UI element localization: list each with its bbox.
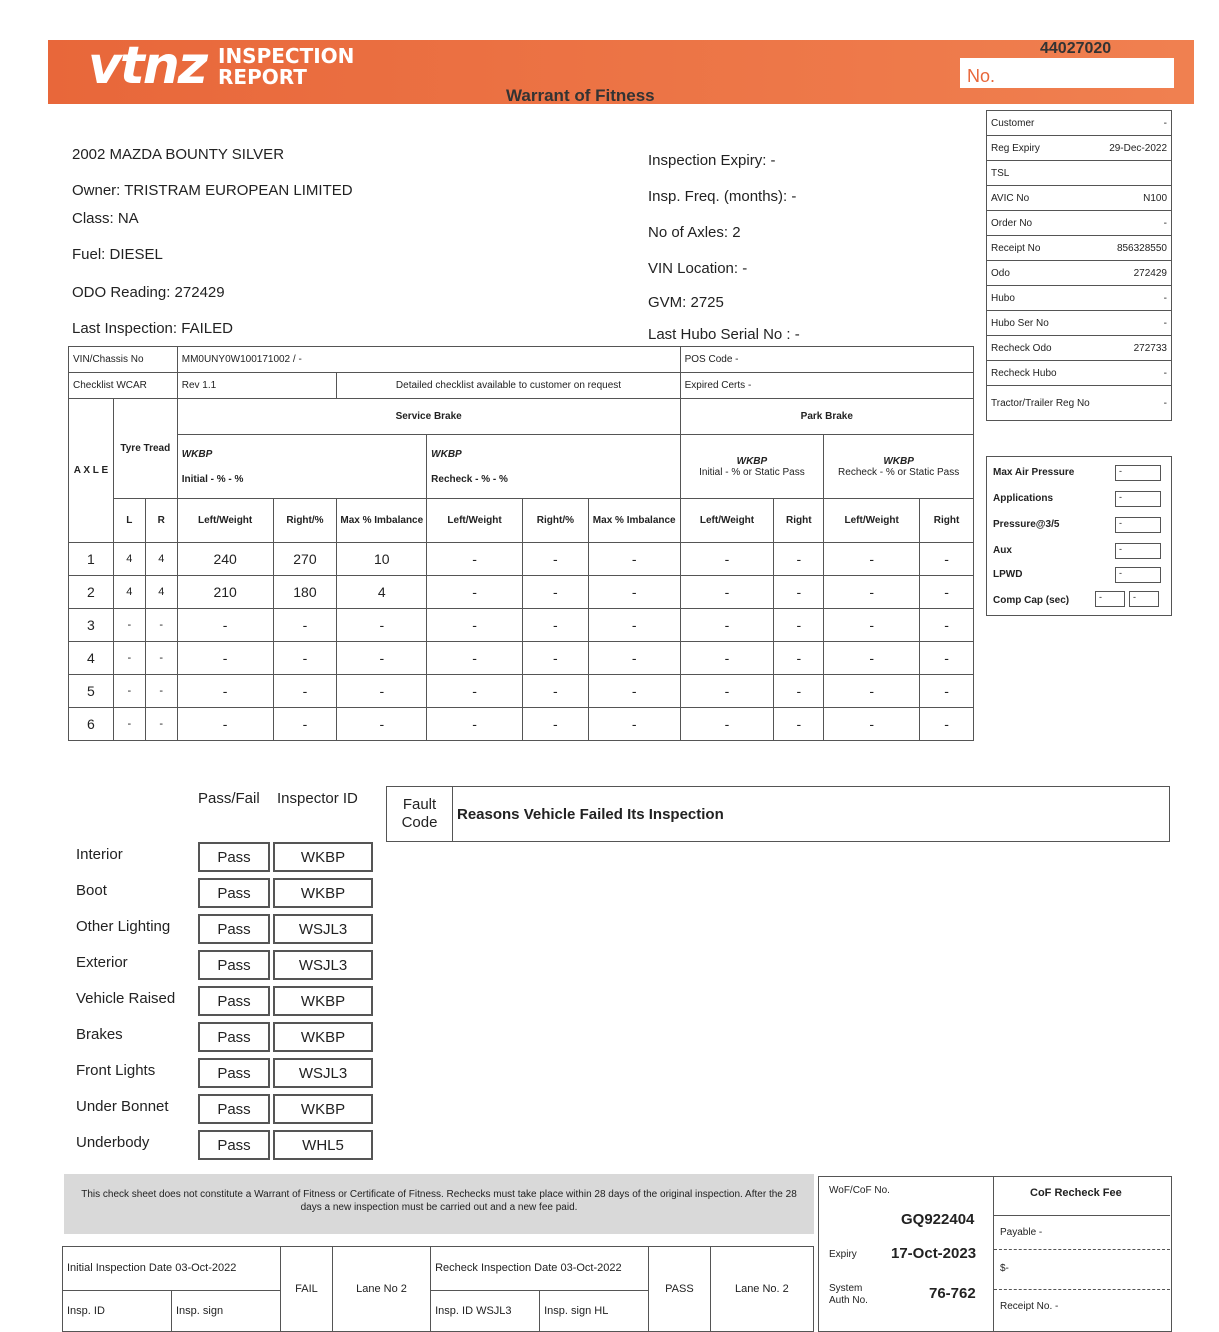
wof-cof-label: WoF/CoF No. — [829, 1185, 890, 1196]
axle-cell-empty: - — [680, 576, 774, 609]
wof-cof-box — [818, 1176, 994, 1332]
axle-cell-empty: - — [824, 609, 920, 642]
side-row — [987, 211, 1172, 236]
svc-init-leftweight-header: Left/Weight — [177, 499, 273, 543]
vehicle-fuel: Fuel: DIESEL — [72, 246, 163, 263]
axle-cell-empty: - — [522, 675, 588, 708]
side-label: Hubo Ser No — [991, 317, 1049, 329]
axle-cell-empty: - — [427, 576, 523, 609]
side-value: N100 — [1143, 192, 1167, 204]
axle-cell-rp: - — [273, 675, 337, 708]
check-result: Pass — [198, 1022, 270, 1052]
aux-label: Aux — [993, 545, 1012, 556]
axle-cell-lw: - — [177, 642, 273, 675]
axle-cell-empty: - — [774, 642, 824, 675]
side-row — [987, 261, 1172, 286]
axle-cell-empty: - — [588, 543, 680, 576]
side-value: - — [1163, 292, 1167, 304]
receipt-number: Receipt No. - — [1000, 1301, 1059, 1312]
last-inspection: Last Inspection: FAILED — [72, 320, 233, 337]
axle-cell-l: - — [113, 708, 145, 741]
axle-cell-empty: - — [588, 708, 680, 741]
cof-fee-title: CoF Recheck Fee — [1030, 1187, 1122, 1199]
wof-cof-number: GQ922404 — [901, 1211, 975, 1228]
axle-cell-axle: 5 — [69, 675, 114, 708]
side-value: - — [1163, 117, 1167, 129]
axle-cell-axle: 1 — [69, 543, 114, 576]
side-row — [987, 236, 1172, 261]
check-inspector: WSJL3 — [273, 1058, 373, 1088]
inspector-id-header: Inspector ID — [277, 790, 358, 807]
axle-cell-lw: - — [177, 675, 273, 708]
check-result: Pass — [198, 950, 270, 980]
axle-cell-rp: - — [273, 609, 337, 642]
axle-cell-empty: - — [824, 576, 920, 609]
service-recheck-wkbp: WKBP — [431, 448, 462, 460]
axle-cell-l: 4 — [113, 576, 145, 609]
inspection-dates-table — [62, 1246, 814, 1332]
side-value: - — [1163, 367, 1167, 379]
recheck-inspection-date: Recheck Inspection Date 03-Oct-2022 — [431, 1247, 649, 1291]
comp-cap-label: Comp Cap (sec) — [993, 595, 1070, 606]
side-row — [987, 386, 1172, 421]
expired-certs: Expired Certs - — [680, 373, 973, 399]
check-label: Under Bonnet — [76, 1098, 169, 1115]
side-label: Reg Expiry — [991, 142, 1040, 154]
axle-cell-empty: - — [824, 708, 920, 741]
number-label: No. — [967, 66, 996, 86]
vtnz-logo: vtnz — [88, 36, 207, 96]
disclaimer-note: This check sheet does not constitute a Warrant of Fitness or Certificate of Fitness. Rechecks must take place within 28 days of the original inspection. After the 28 days a new inspection must be carried out and a new fee paid. — [64, 1174, 814, 1234]
vehicle-class: Class: NA — [72, 210, 139, 227]
inspection-frequency: Insp. Freq. (months): - — [648, 188, 797, 205]
expiry-value: 17-Oct-2023 — [891, 1245, 977, 1262]
side-value: 272733 — [1133, 342, 1167, 354]
axle-cell-axle: 2 — [69, 576, 114, 609]
axle-cell-axle: 3 — [69, 609, 114, 642]
side-label: Recheck Hubo — [991, 367, 1057, 379]
payable-label: Payable - — [1000, 1227, 1043, 1238]
comp-cap-value-2: - — [1129, 591, 1159, 607]
check-inspector: WKBP — [273, 878, 373, 908]
check-inspector: WSJL3 — [273, 914, 373, 944]
pressure-value: - — [1115, 517, 1161, 533]
check-result: Pass — [198, 1094, 270, 1124]
axle-cell-empty: - — [774, 708, 824, 741]
max-air-value: - — [1115, 465, 1161, 481]
axle-cell-l: - — [113, 642, 145, 675]
detailed-checklist-note: Detailed checklist available to customer on request — [337, 373, 680, 399]
side-label: Receipt No — [991, 242, 1041, 254]
axle-cell-empty: - — [427, 642, 523, 675]
axle-row — [69, 543, 974, 576]
applications-value: - — [1115, 491, 1161, 507]
axle-cell-empty: - — [680, 675, 774, 708]
park-init-leftweight-header: Left/Weight — [680, 499, 774, 543]
aux-value: - — [1115, 543, 1161, 559]
document-title: Warrant of Fitness — [506, 86, 655, 105]
odo-reading: ODO Reading: 272429 — [72, 284, 225, 301]
service-initial-pct: Initial - % - % — [181, 473, 244, 485]
svc-rechk-maximb-header: Max % Imbalance — [588, 499, 680, 543]
service-recheck-pct: Recheck - % - % — [431, 473, 508, 485]
svc-init-right-header: Right/% — [273, 499, 337, 543]
axle-cell-lw: - — [177, 609, 273, 642]
axle-cell-empty: - — [680, 708, 774, 741]
checklist-label: Checklist WCAR — [69, 373, 178, 399]
axle-cell-empty: - — [680, 609, 774, 642]
side-info-panel — [986, 110, 1172, 421]
expiry-label: Expiry — [829, 1249, 857, 1260]
side-row — [987, 161, 1172, 186]
brake-table — [68, 346, 974, 741]
lpwd-label: LPWD — [993, 569, 1023, 580]
axle-cell-empty: - — [427, 609, 523, 642]
pressure-label: Pressure@3/5 — [993, 519, 1060, 530]
initial-inspection-date: Initial Inspection Date 03-Oct-2022 — [63, 1247, 281, 1291]
park-initial-header — [680, 435, 824, 499]
check-inspector: WSJL3 — [273, 950, 373, 980]
check-label: Vehicle Raised — [76, 990, 176, 1007]
axle-cell-empty: - — [522, 609, 588, 642]
last-hubo-serial: Last Hubo Serial No : - — [648, 326, 800, 343]
check-label: Interior — [76, 846, 123, 863]
check-inspector: WKBP — [273, 1022, 373, 1052]
initial-insp-sign: Insp. sign — [172, 1290, 281, 1331]
svc-rechk-right-header: Right/% — [522, 499, 588, 543]
axle-cell-r: 4 — [145, 576, 177, 609]
axle-cell-mi: - — [337, 609, 427, 642]
service-initial-wkbp: WKBP — [181, 448, 213, 460]
axle-cell-empty: - — [920, 708, 974, 741]
fault-code-label: Fault Code — [387, 787, 453, 841]
gvm: GVM: 2725 — [648, 294, 724, 311]
axle-cell-r: - — [145, 609, 177, 642]
pass-fail-header: Pass/Fail — [198, 790, 260, 807]
max-air-label: Max Air Pressure — [993, 467, 1075, 478]
check-result: Pass — [198, 986, 270, 1016]
recheck-insp-sign: Insp. sign HL — [540, 1290, 649, 1331]
recheck-insp-id: Insp. ID WSJL3 — [431, 1290, 540, 1331]
cof-recheck-fee-box — [994, 1176, 1172, 1332]
pos-code: POS Code - — [680, 347, 973, 373]
axle-cell-empty: - — [920, 576, 974, 609]
axle-cell-rp: - — [273, 642, 337, 675]
tyre-tread-header: Tyre Tread — [113, 399, 177, 499]
axle-row — [69, 576, 974, 609]
side-label: Order No — [991, 217, 1033, 229]
check-result: Pass — [198, 914, 270, 944]
axle-cell-empty: - — [522, 642, 588, 675]
vin-value: MM0UNY0W100171002 / - — [177, 347, 680, 373]
axle-cell-rp: 180 — [273, 576, 337, 609]
axle-cell-empty: - — [824, 675, 920, 708]
axle-row — [69, 609, 974, 642]
axle-cell-empty: - — [824, 642, 920, 675]
axle-cell-empty: - — [774, 576, 824, 609]
logo-sub-line1: INSPECTION — [218, 44, 355, 68]
axle-cell-r: 4 — [145, 543, 177, 576]
recheck-lane: Lane No. 2 — [710, 1247, 813, 1332]
axle-cell-empty: - — [588, 675, 680, 708]
axle-cell-empty: - — [920, 609, 974, 642]
logo-sub-line2: REPORT — [218, 65, 307, 89]
check-inspector: WKBP — [273, 842, 373, 872]
vin-label: VIN/Chassis No — [69, 347, 178, 373]
axle-cell-empty: - — [588, 609, 680, 642]
axle-header: A X L E — [69, 399, 114, 543]
side-label: Recheck Odo — [991, 342, 1052, 354]
axle-cell-r: - — [145, 675, 177, 708]
side-value: 272429 — [1133, 267, 1167, 279]
side-value: - — [1163, 217, 1167, 229]
side-row — [987, 336, 1172, 361]
svc-init-maximb-header: Max % Imbalance — [337, 499, 427, 543]
park-initial-text: Initial - % or Static Pass — [699, 466, 805, 478]
lpwd-value: - — [1115, 567, 1161, 583]
initial-lane: Lane No 2 — [332, 1247, 430, 1332]
svc-rechk-leftweight-header: Left/Weight — [427, 499, 523, 543]
park-rechk-right-header: Right — [920, 499, 974, 543]
axle-cell-empty: - — [824, 543, 920, 576]
side-label: Hubo — [991, 292, 1015, 304]
park-init-right-header: Right — [774, 499, 824, 543]
comp-cap-value-1: - — [1095, 591, 1125, 607]
axle-cell-empty: - — [920, 675, 974, 708]
axle-cell-empty: - — [774, 543, 824, 576]
initial-result: FAIL — [281, 1247, 333, 1332]
check-result: Pass — [198, 1058, 270, 1088]
side-row — [987, 311, 1172, 336]
side-value: 29-Dec-2022 — [1109, 142, 1167, 154]
system-auth-value: 76-762 — [929, 1285, 976, 1302]
logo-subtitle — [218, 46, 354, 88]
check-inspector: WHL5 — [273, 1130, 373, 1160]
park-recheck-text: Recheck - % or Static Pass — [838, 466, 960, 478]
axle-cell-mi: - — [337, 642, 427, 675]
axle-cell-l: - — [113, 609, 145, 642]
axle-cell-empty: - — [427, 675, 523, 708]
vehicle-description: 2002 MAZDA BOUNTY SILVER — [72, 146, 285, 163]
check-result: Pass — [198, 1130, 270, 1160]
axle-cell-empty: - — [680, 642, 774, 675]
park-recheck-header — [824, 435, 974, 499]
side-row — [987, 286, 1172, 311]
check-label: Front Lights — [76, 1062, 156, 1079]
axle-cell-empty: - — [774, 609, 824, 642]
check-inspector: WKBP — [273, 986, 373, 1016]
side-row — [987, 361, 1172, 386]
check-label: Other Lighting — [76, 918, 171, 935]
axle-cell-l: 4 — [113, 543, 145, 576]
side-row — [987, 186, 1172, 211]
check-label: Exterior — [76, 954, 128, 971]
vehicle-owner: Owner: TRISTRAM EUROPEAN LIMITED — [72, 182, 353, 199]
tyre-r-header: R — [145, 499, 177, 543]
check-result: Pass — [198, 878, 270, 908]
axle-cell-empty: - — [588, 576, 680, 609]
axle-cell-empty: - — [920, 642, 974, 675]
axle-cell-r: - — [145, 642, 177, 675]
side-label: Tractor/Trailer Reg No — [991, 397, 1090, 409]
axle-cell-empty: - — [588, 642, 680, 675]
initial-insp-id: Insp. ID — [63, 1290, 172, 1331]
axle-row — [69, 708, 974, 741]
park-rechk-leftweight-header: Left/Weight — [824, 499, 920, 543]
revision: Rev 1.1 — [177, 373, 337, 399]
axle-cell-mi: 10 — [337, 543, 427, 576]
side-row — [987, 136, 1172, 161]
check-result: Pass — [198, 842, 270, 872]
side-row — [987, 111, 1172, 136]
applications-label: Applications — [993, 493, 1054, 504]
axle-cell-mi: 4 — [337, 576, 427, 609]
number-of-axles: No of Axles: 2 — [648, 224, 741, 241]
fault-reasons-label: Reasons Vehicle Failed Its Inspection — [457, 806, 724, 823]
park-brake-header: Park Brake — [680, 399, 973, 435]
side-value: - — [1163, 397, 1167, 409]
axle-cell-empty: - — [427, 543, 523, 576]
axle-cell-axle: 4 — [69, 642, 114, 675]
side-value: 856328550 — [1116, 242, 1167, 254]
axle-cell-empty: - — [427, 708, 523, 741]
check-label: Boot — [76, 882, 107, 899]
air-pressure-box — [986, 456, 1172, 616]
check-label: Brakes — [76, 1026, 123, 1043]
axle-cell-lw: - — [177, 708, 273, 741]
tyre-l-header: L — [113, 499, 145, 543]
axle-cell-l: - — [113, 675, 145, 708]
axle-cell-empty: - — [522, 708, 588, 741]
service-initial-header — [177, 435, 426, 499]
axle-cell-axle: 6 — [69, 708, 114, 741]
axle-cell-rp: - — [273, 708, 337, 741]
form-number: 44027020 — [1040, 40, 1112, 57]
axle-cell-lw: 240 — [177, 543, 273, 576]
side-label: Customer — [991, 117, 1035, 129]
payable-amount: $- — [1000, 1263, 1009, 1274]
service-brake-header: Service Brake — [177, 399, 680, 435]
check-label: Underbody — [76, 1134, 150, 1151]
system-auth-label: System Auth No. — [829, 1283, 868, 1306]
axle-cell-rp: 270 — [273, 543, 337, 576]
side-label: AVIC No — [991, 192, 1030, 204]
axle-cell-empty: - — [920, 543, 974, 576]
axle-cell-mi: - — [337, 675, 427, 708]
fault-box — [386, 786, 1170, 842]
side-label: TSL — [991, 167, 1010, 179]
axle-cell-empty: - — [522, 543, 588, 576]
axle-row — [69, 642, 974, 675]
park-recheck-wkbp: WKBP — [883, 455, 914, 467]
check-inspector: WKBP — [273, 1094, 373, 1124]
axle-row — [69, 675, 974, 708]
axle-cell-empty: - — [680, 543, 774, 576]
axle-cell-empty: - — [522, 576, 588, 609]
recheck-result: PASS — [649, 1247, 711, 1332]
vin-location: VIN Location: - — [648, 260, 748, 277]
park-initial-wkbp: WKBP — [736, 455, 768, 467]
inspection-expiry: Inspection Expiry: - — [648, 152, 776, 169]
axle-cell-lw: 210 — [177, 576, 273, 609]
axle-cell-empty: - — [774, 675, 824, 708]
service-recheck-header — [427, 435, 680, 499]
side-label: Odo — [991, 267, 1010, 279]
axle-cell-r: - — [145, 708, 177, 741]
axle-cell-mi: - — [337, 708, 427, 741]
side-value: - — [1163, 317, 1167, 329]
